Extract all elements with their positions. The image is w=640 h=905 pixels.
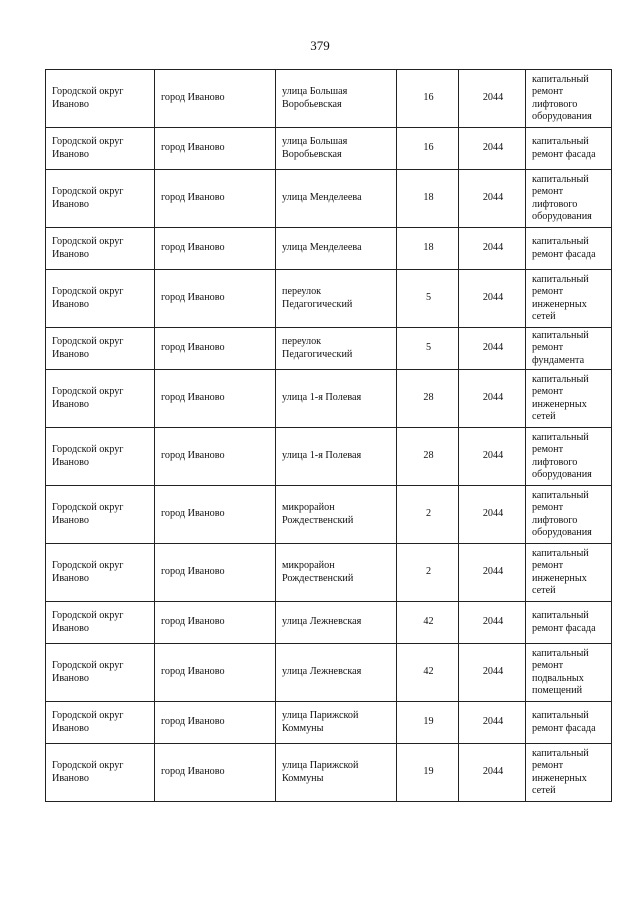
cell-year: 2044 <box>459 270 526 328</box>
table-row <box>46 70 612 128</box>
cell-city: город Иваново <box>155 602 276 644</box>
cell-city: город Иваново <box>155 70 276 128</box>
cell-house: 42 <box>397 644 459 702</box>
table-row <box>46 486 612 544</box>
cell-house: 42 <box>397 602 459 644</box>
cell-street: улица Большая Воробьевская <box>276 128 397 170</box>
cell-work: капитальный ремонт лифтового оборудования <box>526 486 612 544</box>
table-row <box>46 270 612 328</box>
cell-work: капитальный ремонт фасада <box>526 702 612 744</box>
cell-street: микрорайон Рождественский <box>276 486 397 544</box>
cell-year: 2044 <box>459 602 526 644</box>
cell-municipality: Городской округ Иваново <box>46 228 155 270</box>
cell-year: 2044 <box>459 486 526 544</box>
cell-city: город Иваново <box>155 544 276 602</box>
cell-street: улица 1-я Полевая <box>276 428 397 486</box>
cell-house: 2 <box>397 544 459 602</box>
cell-work: капитальный ремонт инженерных сетей <box>526 370 612 428</box>
cell-year: 2044 <box>459 370 526 428</box>
cell-work: капитальный ремонт инженерных сетей <box>526 270 612 328</box>
cell-house: 16 <box>397 128 459 170</box>
cell-city: город Иваново <box>155 328 276 370</box>
table-row <box>46 544 612 602</box>
table-row <box>46 428 612 486</box>
cell-year: 2044 <box>459 128 526 170</box>
cell-house: 18 <box>397 228 459 270</box>
cell-municipality: Городской округ Иваново <box>46 544 155 602</box>
cell-work: капитальный ремонт подвальных помещений <box>526 644 612 702</box>
cell-city: город Иваново <box>155 170 276 228</box>
cell-house: 16 <box>397 70 459 128</box>
cell-municipality: Городской округ Иваново <box>46 70 155 128</box>
cell-municipality: Городской округ Иваново <box>46 602 155 644</box>
cell-municipality: Городской округ Иваново <box>46 328 155 370</box>
cell-work: капитальный ремонт фундамента <box>526 328 612 370</box>
cell-house: 28 <box>397 428 459 486</box>
table-row <box>46 744 612 802</box>
cell-street: улица Менделеева <box>276 170 397 228</box>
table-row <box>46 170 612 228</box>
cell-city: город Иваново <box>155 702 276 744</box>
cell-street: улица 1-я Полевая <box>276 370 397 428</box>
cell-house: 28 <box>397 370 459 428</box>
cell-house: 2 <box>397 486 459 544</box>
page-number: 379 <box>310 38 330 53</box>
cell-city: город Иваново <box>155 228 276 270</box>
table-row <box>46 128 612 170</box>
cell-city: город Иваново <box>155 370 276 428</box>
cell-municipality: Городской округ Иваново <box>46 644 155 702</box>
cell-house: 18 <box>397 170 459 228</box>
cell-work: капитальный ремонт фасада <box>526 602 612 644</box>
cell-work: капитальный ремонт фасада <box>526 228 612 270</box>
cell-work: капитальный ремонт лифтового оборудования <box>526 170 612 228</box>
cell-street: улица Лежневская <box>276 602 397 644</box>
cell-street: улица Парижской Коммуны <box>276 702 397 744</box>
cell-house: 5 <box>397 270 459 328</box>
table-row <box>46 644 612 702</box>
cell-city: город Иваново <box>155 128 276 170</box>
cell-year: 2044 <box>459 228 526 270</box>
cell-municipality: Городской округ Иваново <box>46 270 155 328</box>
repair-schedule-table <box>45 69 612 802</box>
cell-city: город Иваново <box>155 428 276 486</box>
cell-street: улица Парижской Коммуны <box>276 744 397 802</box>
cell-work: капитальный ремонт инженерных сетей <box>526 744 612 802</box>
cell-house: 19 <box>397 702 459 744</box>
cell-city: город Иваново <box>155 270 276 328</box>
cell-street: переулок Педагогический <box>276 270 397 328</box>
cell-city: город Иваново <box>155 744 276 802</box>
cell-street: улица Большая Воробьевская <box>276 70 397 128</box>
cell-house: 19 <box>397 744 459 802</box>
cell-municipality: Городской округ Иваново <box>46 486 155 544</box>
cell-street: микрорайон Рождественский <box>276 544 397 602</box>
cell-street: улица Менделеева <box>276 228 397 270</box>
cell-year: 2044 <box>459 744 526 802</box>
cell-municipality: Городской округ Иваново <box>46 170 155 228</box>
cell-work: капитальный ремонт лифтового оборудования <box>526 70 612 128</box>
cell-year: 2044 <box>459 328 526 370</box>
cell-city: город Иваново <box>155 644 276 702</box>
cell-year: 2044 <box>459 644 526 702</box>
cell-street: улица Лежневская <box>276 644 397 702</box>
cell-year: 2044 <box>459 428 526 486</box>
cell-municipality: Городской округ Иваново <box>46 744 155 802</box>
cell-municipality: Городской округ Иваново <box>46 128 155 170</box>
cell-year: 2044 <box>459 170 526 228</box>
cell-work: капитальный ремонт лифтового оборудования <box>526 428 612 486</box>
table-row <box>46 328 612 370</box>
table-row <box>46 228 612 270</box>
table-row <box>46 602 612 644</box>
cell-house: 5 <box>397 328 459 370</box>
table-row <box>46 702 612 744</box>
cell-year: 2044 <box>459 544 526 602</box>
cell-work: капитальный ремонт фасада <box>526 128 612 170</box>
cell-city: город Иваново <box>155 486 276 544</box>
cell-municipality: Городской округ Иваново <box>46 428 155 486</box>
table-row <box>46 370 612 428</box>
cell-work: капитальный ремонт инженерных сетей <box>526 544 612 602</box>
cell-municipality: Городской округ Иваново <box>46 702 155 744</box>
cell-municipality: Городской округ Иваново <box>46 370 155 428</box>
cell-year: 2044 <box>459 70 526 128</box>
table-body <box>46 70 612 802</box>
cell-year: 2044 <box>459 702 526 744</box>
cell-street: переулок Педагогический <box>276 328 397 370</box>
